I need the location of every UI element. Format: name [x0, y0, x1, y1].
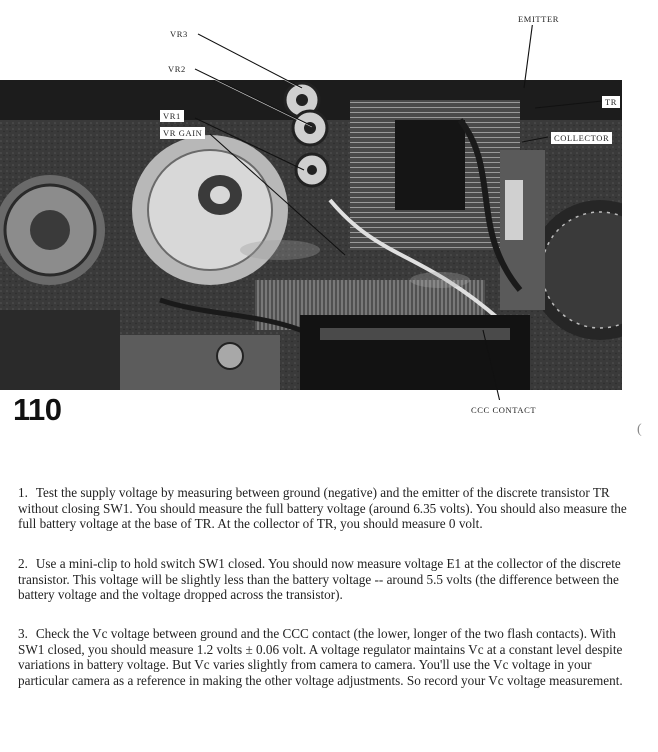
paragraph-text: Check the Vc voltage between ground and the CCC contact (the lower, longer of the two flash contacts). With SW1 closed, you should measure 1.2 volts ± 0.06 volt. A voltage regulator maintains Vc at a constant level despite variations in battery voltage. But Vc varies slightly from camera to camera. You'll use the Vc voltage in your particular camera as a reference in making the other voltage adjustments. So record your Vc voltage measurement. — [18, 626, 623, 688]
paragraph-2 — [18, 556, 630, 603]
paragraph-number: 1. — [18, 485, 28, 500]
paragraph-number: 3. — [18, 626, 28, 641]
callout-vr3: VR3 — [167, 28, 191, 40]
callout-vr-gain: VR GAIN — [160, 127, 205, 139]
paragraph-1 — [18, 485, 630, 532]
callout-vr1: VR1 — [160, 110, 184, 122]
callout-collector: COLLECTOR — [551, 132, 612, 144]
margin-mark: ( — [637, 422, 642, 437]
callout-emitter: EMITTER — [515, 13, 562, 25]
paragraph-3 — [18, 626, 630, 688]
paragraph-text: Use a mini-clip to hold switch SW1 closed. You should now measure voltage E1 at the collector of the discrete transistor. This voltage will be slightly less than the battery voltage -- around 5.5 volts (the difference between the battery voltage and the voltage dropped across the transistor). — [18, 556, 621, 602]
paragraph-text: Test the supply voltage by measuring between ground (negative) and the emitter of the discrete transistor TR without closing SW1. You should measure the full battery voltage (around 6.35 volts). You should also measure the full battery voltage at the base of TR. At the collector of TR, you should measure 0 volt. — [18, 485, 627, 531]
paragraph-number: 2. — [18, 556, 28, 571]
callout-tr: TR — [602, 96, 620, 108]
callout-ccc-contact: CCC CONTACT — [468, 404, 539, 416]
figure-number: 110 — [13, 392, 62, 427]
camera-circuit-photo — [0, 80, 622, 390]
callout-vr2: VR2 — [165, 63, 189, 75]
